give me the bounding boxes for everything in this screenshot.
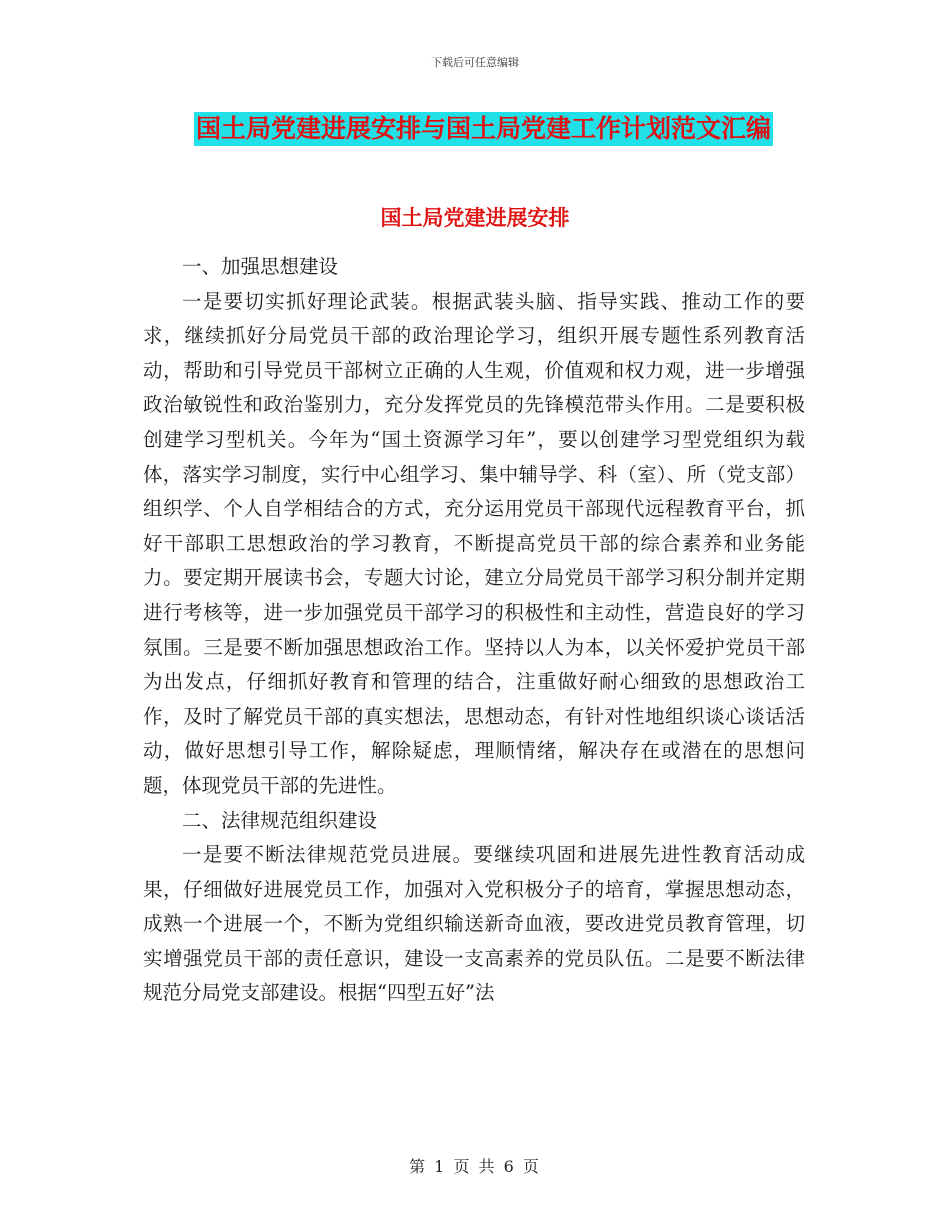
document-main-title: 国土局党建进展安排与国土局党建工作计划范文汇编 xyxy=(194,112,773,146)
document-body xyxy=(143,250,805,1011)
body-paragraph: 一是要切实抓好理论武装。根据武装头脑、指导实践、推动工作的要求，继续抓好分局党员干部的政治理论学习，组织开展专题性系列教育活动，帮助和引导党员干部树立正确的人生观，价值观和权力观，进一步增强政治敏锐性和政治鉴别力，充分发挥党员的先锋模范带头作用。二是要积极创建学习型机关。今年为“国土资源学习年”，要以创建学习型党组织为载体，落实学习制度，实行中心组学习、集中辅导学、科（室）、所（党支部）组织学、个人自学相结合的方式，充分运用党员干部现代远程教育平台，抓好干部职工思想政治的学习教育，不断提高党员干部的综合素养和业务能力。要定期开展读书会，专题大讨论，建立分局党员干部学习积分制并定期进行考核等，进一步加强党员干部学习的积极性和主动性，营造良好的学习氛围。三是要不断加强思想政治工作。坚持以人为本，以关怀爱护党员干部为出发点，仔细抓好教育和管理的结合，注重做好耐心细致的思想政治工作，及时了解党员干部的真实想法，思想动态，有针对性地组织谈心谈话活动，做好思想引导工作，解除疑虑，理顺情绪，解决存在或潜在的思想问题，体现党员干部的先进性。 xyxy=(143,289,805,797)
section-title: 国土局党建进展安排 xyxy=(380,206,570,230)
section-heading: 一、加强思想建设 xyxy=(182,255,339,278)
section-heading: 二、法律规范组织建设 xyxy=(182,808,378,832)
page-number-footer: 第 1 页 共 6 页 xyxy=(409,1157,541,1176)
header-note: 下载后可任意编辑 xyxy=(431,56,519,69)
body-paragraph: 一是要不断法律规范党员进展。要继续巩固和进展先进性教育活动成果，仔细做好进展党员工作，加强对入党积极分子的培育，掌握思想动态，成熟一个进展一个，不断为党组织输送新奇血液，要改进党员教育管理，切实增强党员干部的责任意识，建设一支高素养的党员队伍。二是要不断法律规范分局党支部建设。根据“四型五好”法 xyxy=(143,843,805,1005)
